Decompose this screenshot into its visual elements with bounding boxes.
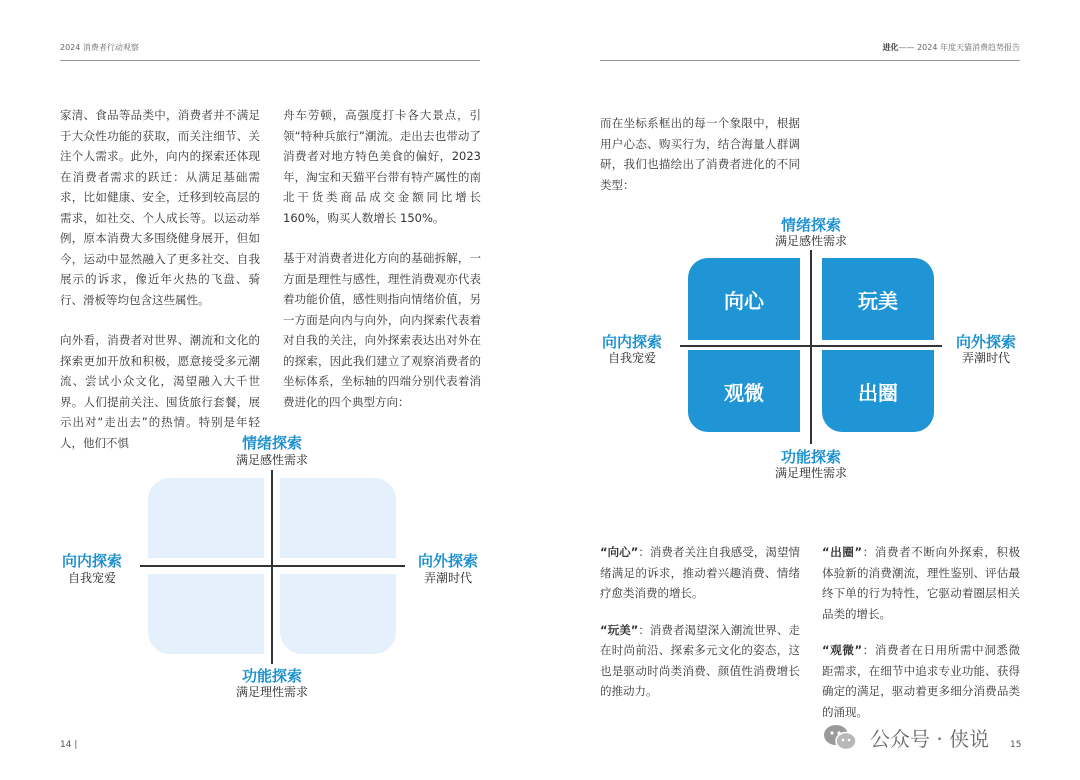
axis-top-subtitle: 满足感性需求 — [235, 453, 308, 467]
definition-item: “玩美”：消费者渴望深入潮流世界、走在时尚前沿、探索多元文化的姿态，这也是驱动时尚类消费、颜值性消费增长的推动力。 — [600, 622, 801, 698]
quadrant-guanwei: 观微 — [688, 350, 800, 432]
left-page-number: 14 | — [60, 740, 78, 750]
right-running-header: 进化—— 2024 年度天猫消费趋势报告 — [882, 43, 1020, 52]
axis-left-title: 向内探索 — [601, 333, 662, 351]
definitions-right — [822, 542, 1020, 722]
axis-right-subtitle: 弄潮时代 — [423, 571, 472, 585]
quadrant-xiangxin: 向心 — [688, 258, 800, 340]
left-running-header: 2024 消费者行动观察 — [60, 43, 139, 52]
paragraph: 向外看，消费者对世界、潮流和文化的探索更加开放和积极，愿意接受多元潮流、尝试小众文化，渴望融入大千世界。人们提前关注、囤货旅行套餐，展示出对“走出去”的热情。特别是年轻人，他们不惧 — [60, 333, 260, 450]
quadrant-wanmei: 玩美 — [822, 258, 934, 340]
axis-right-title: 向外探索 — [955, 333, 1016, 351]
quadrant-top-left — [148, 478, 264, 558]
left-col2 — [283, 105, 481, 412]
quadrant-bottom-left — [148, 574, 264, 654]
horizontal-axis — [140, 565, 405, 567]
paragraph: 而在坐标系框出的每一个象限中，根据用户心态、购买行为，结合海量人群调研，我们也描绘出了消费者进化的不同类型： — [600, 116, 800, 192]
left-col1 — [60, 105, 260, 453]
right-page-number: 15 — [1010, 740, 1022, 750]
axis-left-subtitle: 自我宠爱 — [607, 351, 656, 365]
axis-left-subtitle: 自我宠爱 — [67, 571, 116, 585]
quadrant-top-right — [280, 478, 396, 558]
axis-bottom-title: 功能探索 — [780, 448, 841, 466]
axis-right-title: 向外探索 — [417, 552, 478, 570]
quadrant-chuquan: 出圈 — [822, 350, 934, 432]
horizontal-axis — [680, 345, 942, 347]
definitions-left — [600, 542, 800, 702]
axis-bottom-subtitle: 满足理性需求 — [235, 685, 308, 699]
definition-item: “向心”：消费者关注自我感受，渴望情绪满足的诉求，推动着兴趣消费、情绪疗愈类消费的增长。 — [600, 545, 801, 600]
right-intro — [600, 113, 800, 195]
vertical-axis — [810, 250, 812, 444]
paragraph: 舟车劳顿，高强度打卡各大景点，引领“特种兵旅行”潮流。走出去也带动了消费者对地方特色美食的偏好，2023 年，淘宝和天猫平台带有特产属性的南北干货类商品成交金额同比增长 160%，购买人数增长 150%。 — [283, 108, 481, 225]
axis-bottom-title: 功能探索 — [241, 667, 302, 685]
paragraph: 基于对消费者进化方向的基础拆解，一方面是理性与感性，理性消费观亦代表着功能价值，感性则指向情绪价值，另一方面是向内与向外，向内探索代表着对自我的关注，向外探索表达出对外在的探索，因此我们建立了观察消费者的坐标体系，坐标轴的四端分别代表着消费进化的四个典型方向： — [283, 251, 481, 409]
wechat-icon — [822, 722, 858, 752]
axis-bottom-subtitle: 满足理性需求 — [774, 466, 847, 480]
axis-top-title: 情绪探索 — [241, 434, 302, 452]
quadrant-bottom-right — [280, 574, 396, 654]
axis-left-title: 向内探索 — [61, 552, 122, 570]
left-header-rule — [60, 60, 480, 61]
definition-item: “观微”：消费者在日用所需中洞悉微距需求，在细节中追求专业功能、获得确定的满足，驱动着更多细分消费品类的涌现。 — [822, 643, 1020, 719]
vertical-axis — [271, 470, 273, 664]
axis-top-title: 情绪探索 — [780, 216, 841, 234]
right-header-rule — [600, 60, 1020, 61]
watermark: 公众号 · 侠说 — [870, 727, 990, 751]
axis-right-subtitle: 弄潮时代 — [961, 351, 1010, 365]
definition-item: “出圈”：消费者不断向外探索，积极体验新的消费潮流，理性鉴别、评估最终下单的行为特性，它驱动着圈层相关品类的增长。 — [822, 545, 1020, 621]
paragraph: 家清、食品等品类中，消费者并不满足于大众性功能的获取，而关注细节、关注个人需求。此外，向内的探索还体现在消费者需求的跃迁：从满足基础需求，比如健康、安全，迁移到较高层的需求，如社交、个人成长等。以运动举例，原本消费大多围绕健身展开，但如今，运动中显然融入了更多社交、自我展示的诉求，像近年火热的飞盘、骑行、滑板等均包含这些属性。 — [60, 108, 260, 307]
axis-top-subtitle: 满足感性需求 — [774, 234, 847, 248]
